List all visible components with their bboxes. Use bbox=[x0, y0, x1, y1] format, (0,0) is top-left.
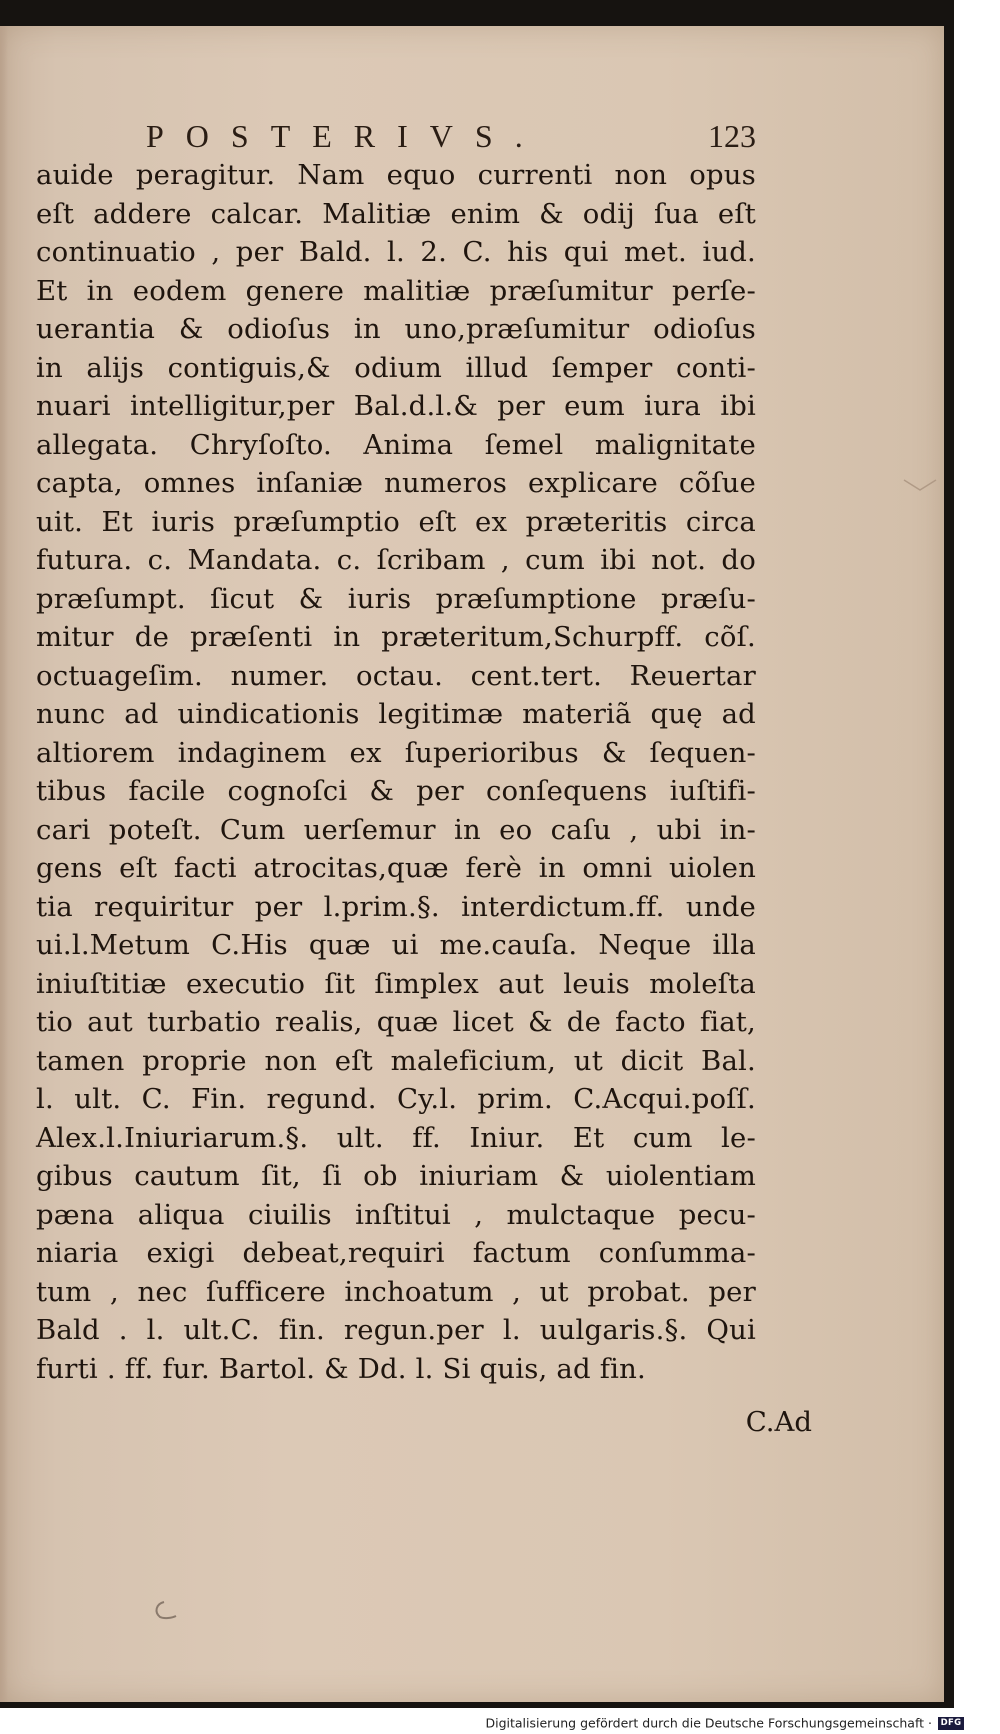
text-line: cari poteſt. Cum uerſemur in eo caſu , ubi in- bbox=[36, 813, 756, 846]
catchword: C.Ad bbox=[745, 1406, 812, 1438]
text-line: continuatio , per Bald. l. 2. C. his qui met. iud. bbox=[36, 236, 756, 268]
running-head-title: POSTERIVS. bbox=[146, 118, 545, 154]
text-line: ui.l.Metum C.His quæ ui me.cauſa. Neque illa bbox=[36, 929, 756, 961]
text-line: Alex.l.Iniuriarum.§. ult. ff. Iniur. Et cum le- bbox=[36, 1121, 756, 1154]
text-line: allegata. Chryſoſto. Anima ſemel malignitate bbox=[36, 428, 756, 461]
text-line: auide peragitur. Nam equo currenti non opus bbox=[36, 159, 756, 191]
text-line: niaria exigi debeat,requiri factum conſumma- bbox=[36, 1237, 756, 1269]
text-line: iniuſtitiæ executio ſit ſimplex aut leuis moleſta bbox=[36, 967, 756, 1000]
page-gutter-shadow bbox=[0, 26, 8, 1702]
text-line: tia requiritur per l.prim.§. interdictum.ff. unde bbox=[36, 890, 756, 923]
text-line: mitur de præſenti in præteritum,Schurpff. cõſ. bbox=[36, 621, 756, 653]
text-line: nunc ad uindicationis legitimæ materiã quę ad bbox=[36, 698, 756, 730]
text-line: tamen proprie non eſt maleficium, ut dicit Bal. bbox=[36, 1044, 756, 1077]
text-line: præſumpt. ſicut & iuris præſumptione præſu- bbox=[36, 582, 756, 615]
text-line: furti . ff. fur. Bartol. & Dd. l. Si quis, ad fin. bbox=[36, 1352, 646, 1385]
pencil-mark-icon bbox=[152, 1600, 178, 1620]
text-line: altiorem indaginem ex ſuperioribus & ſequen- bbox=[36, 736, 756, 769]
text-line: in alijs contiguis,& odium illud ſemper conti- bbox=[36, 351, 756, 384]
text-line: Bald . l. ult.C. fin. regun.per l. uulgaris.§. Qui bbox=[36, 1314, 756, 1346]
dfg-logo-icon: DFG bbox=[938, 1717, 964, 1730]
digitization-credit: Digitalisierung gefördert durch die Deutsche Forschungsgemeinschaft · DFG bbox=[485, 1714, 964, 1732]
text-line: l. ult. C. Fin. regund. Cy.l. prim. C.Acqui.poſſ. bbox=[36, 1083, 756, 1115]
page-number: 123 bbox=[708, 118, 756, 154]
text-line: uit. Et iuris præſumptio eſt ex præteritis circa bbox=[36, 505, 756, 538]
text-line: uerantia & odioſus in uno,præſumitur odioſus bbox=[36, 313, 756, 345]
text-line: gibus cautum ſit, ſi ob iniuriam & uiolentiam bbox=[36, 1160, 756, 1192]
text-line: pæna aliqua ciuilis inſtitui , mulctaque pecu- bbox=[36, 1198, 756, 1231]
text-line: tio aut turbatio realis, quæ licet & de facto fiat, bbox=[36, 1006, 756, 1038]
margin-mark-icon bbox=[902, 476, 938, 496]
body-text bbox=[36, 156, 756, 1388]
text-line: capta, omnes inſaniæ numeros explicare cõſue bbox=[36, 467, 756, 499]
text-line: gens eſt facti atrocitas,quæ ferè in omni uiolen bbox=[36, 852, 756, 884]
credit-text: Digitalisierung gefördert durch die Deutsche Forschungsgemeinschaft bbox=[485, 1715, 925, 1731]
text-line: eſt addere calcar. Malitiæ enim & odij ſua eſt bbox=[36, 197, 756, 230]
text-line: tum , nec ſufficere inchoatum , ut probat. per bbox=[36, 1275, 756, 1308]
text-line: octuageſim. numer. octau. cent.tert. Reuertar bbox=[36, 659, 756, 692]
text-line: futura. c. Mandata. c. ſcribam , cum ibi not. do bbox=[36, 544, 756, 576]
text-line: tibus facile cognoſci & per conſequens iuſtifi- bbox=[36, 775, 756, 807]
text-line: nuari intelligitur,per Bal.d.l.& per eum iura ibi bbox=[36, 390, 756, 422]
text-line: Et in eodem genere malitiæ præſumitur perſe- bbox=[36, 274, 756, 307]
